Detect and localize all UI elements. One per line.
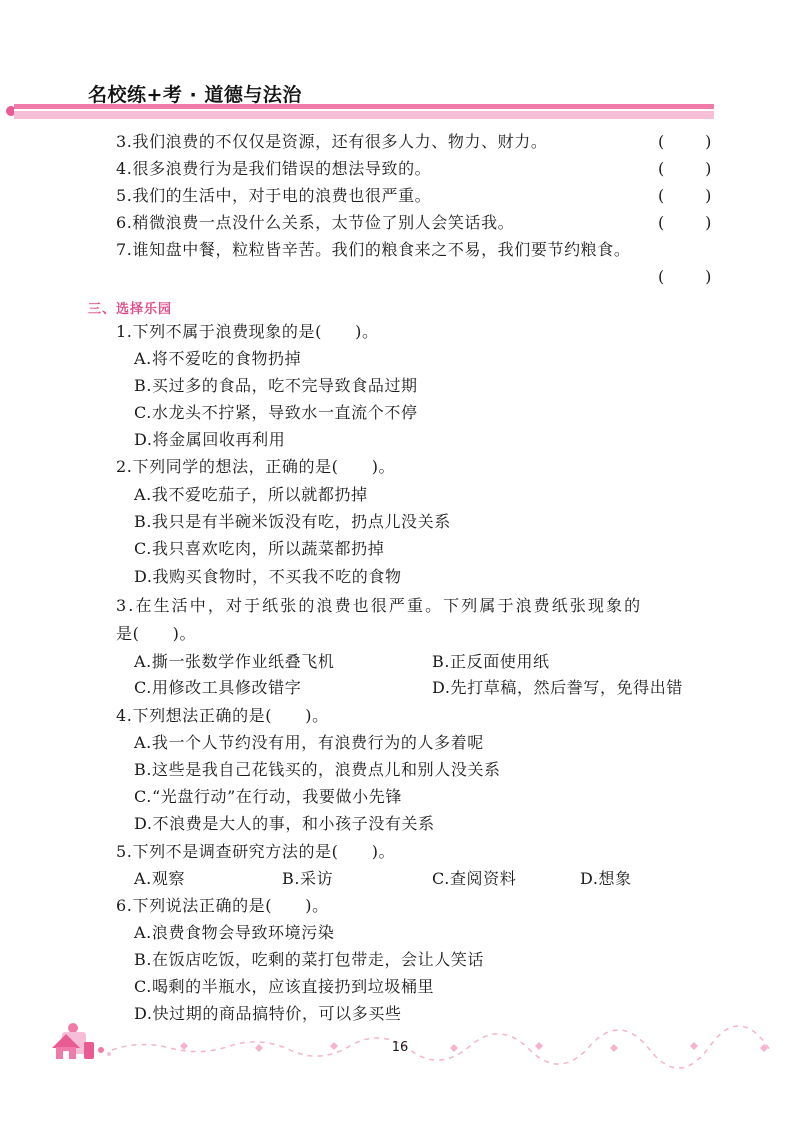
question-6-stem: 6.下列说法正确的是( )。 <box>116 896 329 915</box>
question-5-option-c[interactable]: C.查阅资料 <box>432 869 517 888</box>
question-2-stem: 2.下列同学的想法，正确的是( )。 <box>116 457 396 476</box>
judge-item-5 <box>0 182 800 209</box>
section-title-choice: 三、选择乐园 <box>88 302 173 317</box>
answer-paren[interactable]: ( ) <box>658 186 712 205</box>
question-6-option-d[interactable]: D.快过期的商品搞特价，可以多买些 <box>134 1004 402 1023</box>
judge-item-7 <box>0 236 800 263</box>
question-2-option-b[interactable]: B.我只是有半碗米饭没有吃，扔点儿没关系 <box>134 512 451 531</box>
question-1-stem: 1.下列不属于浪费现象的是( )。 <box>116 322 379 341</box>
answer-paren[interactable]: ( ) <box>658 159 712 178</box>
answer-paren[interactable]: ( ) <box>658 213 712 232</box>
question-6-option-c[interactable]: C.喝剩的半瓶水，应该直接扔到垃圾桶里 <box>134 977 435 996</box>
judge-item-text: 3.我们浪费的不仅仅是资源，还有很多人力、物力、财力。 <box>116 132 548 151</box>
judge-item-text: 7.谁知盘中餐，粒粒皆辛苦。我们的粮食来之不易，我们要节约粮食。 <box>116 240 631 259</box>
question-5-option-b[interactable]: B.采访 <box>282 869 334 888</box>
page-header-title: 名校练+考 · 道德与法治 <box>88 84 302 106</box>
answer-paren[interactable]: ( ) <box>658 267 712 286</box>
question-4-option-d[interactable]: D.不浪费是大人的事，和小孩子没有关系 <box>134 814 435 833</box>
question-1-option-a[interactable]: A.将不爱吃的食物扔掉 <box>134 349 302 368</box>
question-4-option-b[interactable]: B.这些是我自己花钱买的，浪费点儿和别人没关系 <box>134 760 501 779</box>
question-2-option-a[interactable]: A.我不爱吃茄子，所以就都扔掉 <box>134 485 368 504</box>
answer-paren[interactable]: ( ) <box>658 132 712 151</box>
question-3-option-a[interactable]: A.撕一张数学作业纸叠飞机 <box>134 652 335 671</box>
judge-item-7-paren-row <box>0 263 800 290</box>
question-5-stem: 5.下列不是调查研究方法的是( )。 <box>116 842 396 861</box>
question-4-option-c[interactable]: C.“光盘行动”在行动，我要做小先锋 <box>134 787 402 806</box>
question-3-stem: 3.在生活中，对于纸张的浪费也很严重。下列属于浪费纸张现象的 <box>116 596 643 615</box>
question-3-options-row-1 <box>0 648 800 675</box>
page-number: 16 <box>391 1040 409 1055</box>
question-5-option-a[interactable]: A.观察 <box>134 869 186 888</box>
judge-item-text: 4.很多浪费行为是我们错误的想法导致的。 <box>116 159 432 178</box>
question-3-option-d[interactable]: D.先打草稿，然后誊写，免得出错 <box>432 678 683 697</box>
question-1-option-c[interactable]: C.水龙头不拧紧，导致水一直流个不停 <box>134 403 418 422</box>
question-3-options-row-2 <box>0 674 800 701</box>
question-5-options-row <box>0 865 800 892</box>
judge-item-4 <box>0 155 800 182</box>
question-4-stem: 4.下列想法正确的是( )。 <box>116 706 329 725</box>
question-2-option-c[interactable]: C.我只喜欢吃肉，所以蔬菜都扔掉 <box>134 539 385 558</box>
question-5-option-d[interactable]: D.想象 <box>580 869 632 888</box>
question-3-stem-cont: 是( )。 <box>116 624 197 643</box>
judge-item-text: 6.稍微浪费一点没什么关系，太节俭了别人会笑话我。 <box>116 213 515 232</box>
question-4-option-a[interactable]: A.我一个人节约没有用，有浪费行为的人多着呢 <box>134 733 484 752</box>
question-3-option-b[interactable]: B.正反面使用纸 <box>432 652 550 671</box>
judge-item-3 <box>0 128 800 155</box>
judge-item-6 <box>0 209 800 236</box>
judge-item-text: 5.我们的生活中，对于电的浪费也很严重。 <box>116 186 432 205</box>
question-2-option-d[interactable]: D.我购买食物时，不买我不吃的食物 <box>134 567 402 586</box>
question-6-option-a[interactable]: A.浪费食物会导致环境污染 <box>134 923 335 942</box>
question-1-option-d[interactable]: D.将金属回收再利用 <box>134 430 286 449</box>
question-3-option-c[interactable]: C.用修改工具修改错字 <box>134 678 302 697</box>
question-1-option-b[interactable]: B.买过多的食品，吃不完导致食品过期 <box>134 376 418 395</box>
question-6-option-b[interactable]: B.在饭店吃饭，吃剩的菜打包带走，会让人笑话 <box>134 950 485 969</box>
